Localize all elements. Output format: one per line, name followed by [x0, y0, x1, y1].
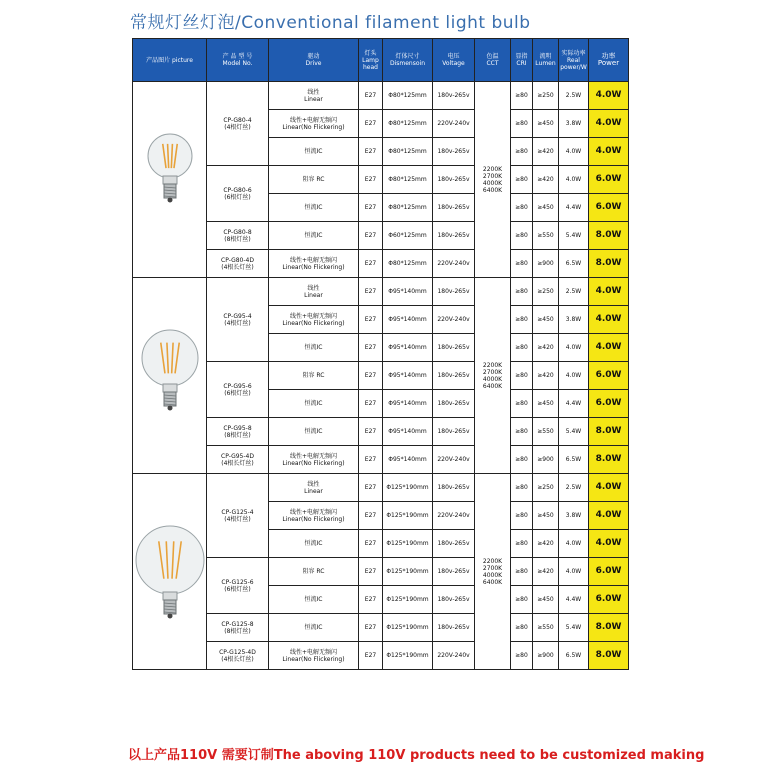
header-picture: 产品图片 picture: [133, 39, 207, 82]
lamp-head-cell: E27: [359, 390, 383, 418]
model-cell: CP-G95-4 (4根灯丝): [207, 278, 269, 362]
header-cri: 显指 CRI: [511, 39, 533, 82]
voltage-cell: 180v-265v: [433, 278, 475, 306]
lumen-cell: ≥420: [533, 334, 559, 362]
cri-cell: ≥80: [511, 614, 533, 642]
real-power-cell: 5.4W: [559, 418, 589, 446]
lumen-cell: ≥450: [533, 110, 559, 138]
lamp-head-cell: E27: [359, 642, 383, 670]
dimension-cell: Φ80*125mm: [383, 82, 433, 110]
lamp-head-cell: E27: [359, 82, 383, 110]
model-cell: CP-G95-6 (6根灯丝): [207, 362, 269, 418]
model-cell: CP-G80-8 (8根灯丝): [207, 222, 269, 250]
cct-cell: 2200K 2700K 4000K 6400K: [475, 278, 511, 474]
drive-cell: 线性+电解无频闪 Linear(No Flickering): [269, 446, 359, 474]
picture-cell: [133, 278, 207, 474]
header-voltage: 电压 Voltage: [433, 39, 475, 82]
bulb-glass: [148, 134, 192, 178]
drive-cell: 线性+电解无频闪 Linear(No Flickering): [269, 306, 359, 334]
power-cell: 8.0W: [589, 250, 629, 278]
voltage-cell: 180v-265v: [433, 194, 475, 222]
voltage-cell: 180v-265v: [433, 474, 475, 502]
drive-cell: 恒流IC: [269, 138, 359, 166]
real-power-cell: 4.0W: [559, 138, 589, 166]
drive-cell: 恒流IC: [269, 418, 359, 446]
power-cell: 4.0W: [589, 530, 629, 558]
cct-cell: 2200K 2700K 4000K 6400K: [475, 82, 511, 278]
lumen-cell: ≥450: [533, 306, 559, 334]
dimension-cell: Φ125*190mm: [383, 558, 433, 586]
lumen-cell: ≥250: [533, 82, 559, 110]
dimension-cell: Φ125*190mm: [383, 642, 433, 670]
lumen-cell: ≥550: [533, 418, 559, 446]
power-cell: 8.0W: [589, 222, 629, 250]
lumen-cell: ≥450: [533, 502, 559, 530]
voltage-cell: 180v-265v: [433, 558, 475, 586]
power-cell: 4.0W: [589, 278, 629, 306]
bulb-neck: [163, 592, 177, 600]
lumen-cell: ≥450: [533, 194, 559, 222]
table-row: [133, 614, 629, 642]
lamp-head-cell: E27: [359, 334, 383, 362]
dimension-cell: Φ80*125mm: [383, 110, 433, 138]
voltage-cell: 180v-265v: [433, 362, 475, 390]
power-cell: 6.0W: [589, 362, 629, 390]
power-cell: 8.0W: [589, 614, 629, 642]
dimension-cell: Φ95*140mm: [383, 306, 433, 334]
drive-cell: 恒流IC: [269, 586, 359, 614]
real-power-cell: 2.5W: [559, 82, 589, 110]
lamp-head-cell: E27: [359, 446, 383, 474]
dimension-cell: Φ80*125mm: [383, 194, 433, 222]
dimension-cell: Φ80*125mm: [383, 138, 433, 166]
dimension-cell: Φ95*140mm: [383, 362, 433, 390]
model-cell: CP-G125-4 (4根灯丝): [207, 474, 269, 558]
lamp-head-cell: E27: [359, 250, 383, 278]
dimension-cell: Φ60*125mm: [383, 222, 433, 250]
lumen-cell: ≥550: [533, 614, 559, 642]
cri-cell: ≥80: [511, 222, 533, 250]
real-power-cell: 6.5W: [559, 642, 589, 670]
lumen-cell: ≥900: [533, 642, 559, 670]
drive-cell: 恒流IC: [269, 222, 359, 250]
bulb-neck: [163, 176, 177, 184]
bulb-neck: [163, 384, 177, 392]
cri-cell: ≥80: [511, 166, 533, 194]
voltage-cell: 220V-240v: [433, 446, 475, 474]
voltage-cell: 180v-265v: [433, 138, 475, 166]
lumen-cell: ≥900: [533, 250, 559, 278]
picture-cell: [133, 474, 207, 670]
voltage-cell: 220V-240v: [433, 306, 475, 334]
lamp-head-cell: E27: [359, 614, 383, 642]
drive-cell: 恒流IC: [269, 194, 359, 222]
power-cell: 6.0W: [589, 390, 629, 418]
real-power-cell: 6.5W: [559, 250, 589, 278]
lumen-cell: ≥450: [533, 586, 559, 614]
real-power-cell: 2.5W: [559, 474, 589, 502]
drive-cell: 线性+电解无频闪 Linear(No Flickering): [269, 250, 359, 278]
power-cell: 4.0W: [589, 474, 629, 502]
picture-cell: [133, 82, 207, 278]
power-cell: 6.0W: [589, 586, 629, 614]
cri-cell: ≥80: [511, 250, 533, 278]
cri-cell: ≥80: [511, 138, 533, 166]
dimension-cell: Φ95*140mm: [383, 446, 433, 474]
real-power-cell: 4.0W: [559, 334, 589, 362]
lumen-cell: ≥420: [533, 166, 559, 194]
bulb-tip: [167, 197, 172, 202]
power-cell: 4.0W: [589, 334, 629, 362]
cri-cell: ≥80: [511, 586, 533, 614]
lamp-head-cell: E27: [359, 418, 383, 446]
cri-cell: ≥80: [511, 278, 533, 306]
real-power-cell: 4.4W: [559, 586, 589, 614]
voltage-cell: 180v-265v: [433, 222, 475, 250]
model-cell: CP-G125-4D (4根长灯丝): [207, 642, 269, 670]
dimension-cell: Φ125*190mm: [383, 502, 433, 530]
power-cell: 4.0W: [589, 306, 629, 334]
model-cell: CP-G125-6 (6根灯丝): [207, 558, 269, 614]
table-row: [133, 250, 629, 278]
bulb-tip: [167, 405, 172, 410]
header-drive: 驱动 Drive: [269, 39, 359, 82]
cri-cell: ≥80: [511, 194, 533, 222]
power-cell: 4.0W: [589, 138, 629, 166]
voltage-cell: 180v-265v: [433, 614, 475, 642]
table-row: [133, 418, 629, 446]
lumen-cell: ≥420: [533, 530, 559, 558]
real-power-cell: 5.4W: [559, 614, 589, 642]
header-dimension: 灯体尺寸 Dismensoin: [383, 39, 433, 82]
real-power-cell: 3.8W: [559, 502, 589, 530]
power-cell: 4.0W: [589, 110, 629, 138]
drive-cell: 恒流IC: [269, 614, 359, 642]
power-cell: 8.0W: [589, 418, 629, 446]
power-cell: 6.0W: [589, 194, 629, 222]
real-power-cell: 4.0W: [559, 530, 589, 558]
voltage-cell: 180v-265v: [433, 418, 475, 446]
dimension-cell: Φ125*190mm: [383, 474, 433, 502]
lamp-head-cell: E27: [359, 474, 383, 502]
real-power-cell: 5.4W: [559, 222, 589, 250]
cri-cell: ≥80: [511, 474, 533, 502]
dimension-cell: Φ125*190mm: [383, 530, 433, 558]
dimension-cell: Φ80*125mm: [383, 166, 433, 194]
lamp-head-cell: E27: [359, 306, 383, 334]
drive-cell: 线性 Linear: [269, 278, 359, 306]
bulb-image: [135, 120, 205, 240]
table-row: [133, 642, 629, 670]
voltage-cell: 220V-240v: [433, 642, 475, 670]
cri-cell: ≥80: [511, 110, 533, 138]
voltage-cell: 180v-265v: [433, 586, 475, 614]
lamp-head-cell: E27: [359, 110, 383, 138]
voltage-cell: 180v-265v: [433, 530, 475, 558]
dimension-cell: Φ95*140mm: [383, 390, 433, 418]
drive-cell: 线性 Linear: [269, 474, 359, 502]
real-power-cell: 3.8W: [559, 110, 589, 138]
drive-cell: 恒流IC: [269, 530, 359, 558]
lamp-head-cell: E27: [359, 278, 383, 306]
voltage-cell: 180v-265v: [433, 334, 475, 362]
power-cell: 4.0W: [589, 502, 629, 530]
cri-cell: ≥80: [511, 306, 533, 334]
table-row: [133, 222, 629, 250]
real-power-cell: 4.4W: [559, 194, 589, 222]
voltage-cell: 180v-265v: [433, 166, 475, 194]
voltage-cell: 220V-240v: [433, 250, 475, 278]
drive-cell: 阻容 RC: [269, 166, 359, 194]
power-cell: 8.0W: [589, 642, 629, 670]
lumen-cell: ≥420: [533, 362, 559, 390]
drive-cell: 线性+电解无频闪 Linear(No Flickering): [269, 110, 359, 138]
bulb-tip: [167, 613, 172, 618]
real-power-cell: 6.5W: [559, 446, 589, 474]
cri-cell: ≥80: [511, 418, 533, 446]
lamp-head-cell: E27: [359, 362, 383, 390]
bulb-filament: [171, 143, 172, 167]
lamp-head-cell: E27: [359, 194, 383, 222]
spec-table: [132, 38, 629, 670]
lumen-cell: ≥420: [533, 558, 559, 586]
voltage-cell: 220V-240v: [433, 502, 475, 530]
dimension-cell: Φ95*140mm: [383, 418, 433, 446]
model-cell: CP-G80-6 (6根灯丝): [207, 166, 269, 222]
cri-cell: ≥80: [511, 362, 533, 390]
dimension-cell: Φ125*190mm: [383, 586, 433, 614]
voltage-cell: 180v-265v: [433, 82, 475, 110]
bulb-image: [135, 316, 205, 436]
drive-cell: 恒流IC: [269, 390, 359, 418]
page-title: 常规灯丝灯泡/Conventional filament light bulb: [130, 13, 531, 33]
cri-cell: ≥80: [511, 642, 533, 670]
bulb-picture: [133, 82, 206, 277]
header-lamp-head: 灯头 Lamp head: [359, 39, 383, 82]
bulb-picture: [133, 278, 206, 473]
cri-cell: ≥80: [511, 334, 533, 362]
table-row: [133, 446, 629, 474]
cri-cell: ≥80: [511, 558, 533, 586]
lamp-head-cell: E27: [359, 586, 383, 614]
drive-cell: 线性+电解无频闪 Linear(No Flickering): [269, 502, 359, 530]
lumen-cell: ≥450: [533, 390, 559, 418]
lamp-head-cell: E27: [359, 166, 383, 194]
table-row: [133, 166, 629, 194]
bulb-glass: [136, 526, 204, 594]
cri-cell: ≥80: [511, 82, 533, 110]
bulb-glass: [142, 330, 198, 386]
real-power-cell: 3.8W: [559, 306, 589, 334]
model-cell: CP-G95-8 (8根灯丝): [207, 418, 269, 446]
header-power: 功率 Power: [589, 39, 629, 82]
model-cell: CP-G80-4D (4根长灯丝): [207, 250, 269, 278]
dimension-cell: Φ125*190mm: [383, 614, 433, 642]
drive-cell: 线性 Linear: [269, 82, 359, 110]
real-power-cell: 4.0W: [559, 362, 589, 390]
power-cell: 8.0W: [589, 446, 629, 474]
table-row: [133, 278, 629, 306]
lumen-cell: ≥250: [533, 278, 559, 306]
lamp-head-cell: E27: [359, 558, 383, 586]
table-row: [133, 474, 629, 502]
model-cell: CP-G95-4D (4根长灯丝): [207, 446, 269, 474]
power-cell: 6.0W: [589, 558, 629, 586]
lamp-head-cell: E27: [359, 138, 383, 166]
drive-cell: 线性+电解无频闪 Linear(No Flickering): [269, 642, 359, 670]
dimension-cell: Φ80*125mm: [383, 250, 433, 278]
voltage-cell: 220V-240v: [433, 110, 475, 138]
real-power-cell: 2.5W: [559, 278, 589, 306]
header-model: 产 品 型 号 Model No.: [207, 39, 269, 82]
lumen-cell: ≥420: [533, 138, 559, 166]
table-row: [133, 362, 629, 390]
table-row: [133, 558, 629, 586]
drive-cell: 阻容 RC: [269, 362, 359, 390]
real-power-cell: 4.0W: [559, 166, 589, 194]
header-real-power: 实际功率 Real power/W: [559, 39, 589, 82]
header-row: [133, 39, 629, 82]
footer-note: 以上产品110V 需要订制The aboving 110V products need to be customized making: [128, 748, 705, 763]
header-lumen: 流明 Lumen: [533, 39, 559, 82]
table-row: [133, 82, 629, 110]
voltage-cell: 180v-265v: [433, 390, 475, 418]
real-power-cell: 4.4W: [559, 390, 589, 418]
dimension-cell: Φ95*140mm: [383, 334, 433, 362]
lamp-head-cell: E27: [359, 530, 383, 558]
header-cct: 色温 CCT: [475, 39, 511, 82]
power-cell: 6.0W: [589, 166, 629, 194]
lamp-head-cell: E27: [359, 502, 383, 530]
drive-cell: 恒流IC: [269, 334, 359, 362]
lumen-cell: ≥900: [533, 446, 559, 474]
drive-cell: 阻容 RC: [269, 558, 359, 586]
dimension-cell: Φ95*140mm: [383, 278, 433, 306]
cri-cell: ≥80: [511, 446, 533, 474]
bulb-image: [135, 512, 205, 632]
model-cell: CP-G125-8 (8根灯丝): [207, 614, 269, 642]
cri-cell: ≥80: [511, 390, 533, 418]
power-cell: 4.0W: [589, 82, 629, 110]
lumen-cell: ≥550: [533, 222, 559, 250]
cri-cell: ≥80: [511, 530, 533, 558]
lumen-cell: ≥250: [533, 474, 559, 502]
cri-cell: ≥80: [511, 502, 533, 530]
real-power-cell: 4.0W: [559, 558, 589, 586]
lamp-head-cell: E27: [359, 222, 383, 250]
bulb-filament: [167, 143, 168, 167]
bulb-picture: [133, 474, 206, 669]
cct-cell: 2200K 2700K 4000K 6400K: [475, 474, 511, 670]
model-cell: CP-G80-4 (4根灯丝): [207, 82, 269, 166]
